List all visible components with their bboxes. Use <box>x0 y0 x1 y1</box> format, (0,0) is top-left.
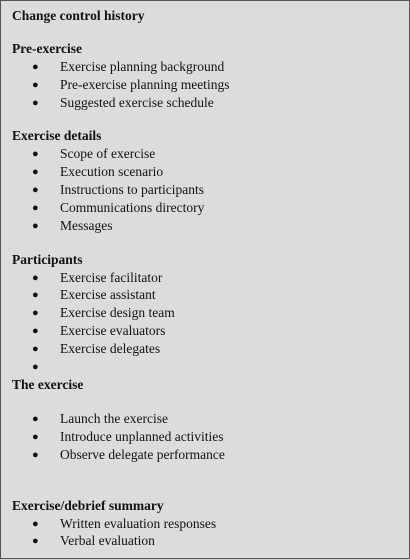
bullet-icon: ● <box>32 202 39 214</box>
list-item: Observe delegate performance <box>60 447 225 462</box>
bullet-icon: ● <box>32 518 39 530</box>
bullet-icon: ● <box>32 184 39 196</box>
bullet-icon: ● <box>32 535 39 547</box>
bullet-icon: ● <box>32 97 39 109</box>
list-item: Instructions to participants <box>60 182 204 197</box>
list-item: Written evaluation responses <box>60 516 217 531</box>
list-item: Exercise delegates <box>60 341 161 356</box>
section-heading-the-exercise: The exercise <box>12 377 84 392</box>
bullet-icon: ● <box>32 449 39 461</box>
list-item: Introduce unplanned activities <box>60 429 224 444</box>
bullet-icon: ● <box>32 148 39 160</box>
bullet-icon: ● <box>32 307 39 319</box>
section-heading-participants: Participants <box>12 252 83 267</box>
document-title: Change control history <box>12 8 145 23</box>
list-item: Exercise evaluators <box>60 323 166 338</box>
list-item: Scope of exercise <box>60 146 156 161</box>
list-item: Messages <box>60 218 113 233</box>
section-heading-exercise-details: Exercise details <box>12 128 102 143</box>
list-item: Exercise design team <box>60 305 175 320</box>
bullet-icon: ● <box>32 343 39 355</box>
bullet-icon: ● <box>32 361 39 373</box>
section-heading-pre-exercise: Pre-exercise <box>12 41 82 56</box>
list-item: Exercise facilitator <box>60 270 163 285</box>
bullet-icon: ● <box>32 289 39 301</box>
bullet-icon: ● <box>32 166 39 178</box>
bullet-icon: ● <box>32 325 39 337</box>
section-heading-exercise-debrief-summary: Exercise/debrief summary <box>12 498 164 513</box>
list-item: Communications directory <box>60 200 205 215</box>
bullet-icon: ● <box>32 272 39 284</box>
list-item: Exercise assistant <box>60 287 156 302</box>
list-item: Execution scenario <box>60 164 164 179</box>
bullet-icon: ● <box>32 220 39 232</box>
list-item: Launch the exercise <box>60 411 168 426</box>
list-item: Exercise planning background <box>60 59 225 74</box>
list-item: Pre-exercise planning meetings <box>60 77 230 92</box>
bullet-icon: ● <box>32 431 39 443</box>
list-item: Suggested exercise schedule <box>60 95 214 110</box>
bullet-icon: ● <box>32 79 39 91</box>
list-item: Verbal evaluation <box>60 533 155 548</box>
bullet-icon: ● <box>32 61 39 73</box>
bullet-icon: ● <box>32 413 39 425</box>
